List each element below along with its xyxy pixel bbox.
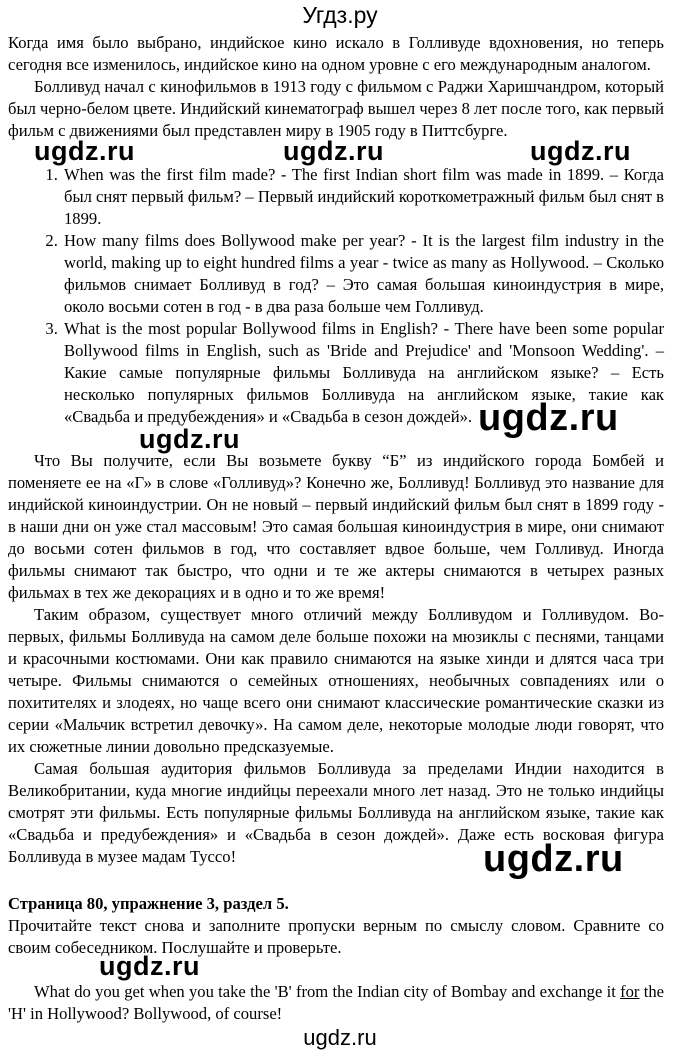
qa-item: 1. When was the first film made? - The first Indian short film was made in 1899. – Когда был снят первый фильм? – Первый индийский короткометражный фильм был снят в 1899.	[62, 164, 664, 230]
answer-underlined-word: for	[620, 982, 640, 1001]
watermark: ugdz.ru	[283, 136, 384, 166]
section-heading: Страница 80, упражнение 3, раздел 5.	[8, 894, 289, 913]
answer-end: the 'H' in Hollywood? Bollywood, of course!	[8, 982, 664, 1023]
intro-paragraph: Болливуд начал с кинофильмов в 1913 году с фильмом с Раджи Харишчандром, который был черно-белом цвете. Индийский кинематограф вышел через 8 лет после того, как первый фильм с движениями был представлен миру в 1905 году в Питтсбурге.	[8, 77, 664, 140]
body-paragraph: Таким образом, существует много отличий между Болливудом и Голливудом. Во-первых, фильмы Болливуда на самом деле больше похожи на мюзиклы с песнями, танцами и красочными костюмами. Они как правило снимаются на языке хинди и длятся часа три четыре. Фильмы снимаются о семейных отношениях, необычных совпадениях или о похитителях и злодеях, но чаще всего они снимают классические романтические сказки из серии «Мальчик встретил девочку». На самом деле, некоторые молодые люди говорят, что их сюжетные линии довольно предсказуемые.	[8, 605, 664, 756]
watermark: ugdz.ru	[34, 136, 135, 166]
watermark: ugdz.ru	[478, 397, 619, 439]
qa-list	[8, 164, 664, 428]
watermark: ugdz.ru	[139, 424, 240, 454]
qa-item: 3. What is the most popular Bollywood films in English? - There have been some popular Bollywood films in English, such as 'Bride and Prejudice' and 'Monsoon Wedding'. – Какие самые популярные фильмы Болливуда на английском языке? – Есть несколько популярных фильмов Болливуда на английском языке, такие как «Свадьба и предубеждения» и «Свадьба в сезон дождей».	[62, 318, 664, 428]
intro-block	[8, 32, 664, 142]
intro-paragraph: Когда имя было выбрано, индийское кино искало в Голливуде вдохновения, но теперь сегодня все изменилось, индийское кино на одном уровне с его международным аналогом.	[8, 33, 664, 74]
body-paragraph: Самая большая аудитория фильмов Болливуда за пределами Индии находится в Великобритании, куда многие индийцы переехали много лет назад. Это не только индийцы смотрят эти фильмы. Есть популярные фильмы Болливуда на английском языке, такие как «Свадьба и предубеждения» и «Свадьба в сезон дождей». Даже есть восковая фигура Болливуда в музее мадам Туссо!	[8, 759, 664, 866]
section-answer	[8, 981, 664, 1025]
site-title: Угдз.ру	[302, 2, 378, 28]
answer-start: What do you get when you take the 'B' from the Indian city of Bombay and exchange it	[34, 982, 621, 1001]
watermark: ugdz.ru	[530, 136, 631, 166]
body-paragraph: Что Вы получите, если Вы возьмете букву “Б” из индийского города Бомбей и поменяете ее на «Г» в слове «Голливуд»? Конечно же, Болливуд! Болливуд это название для индийской киноиндустрии. Он не новый – первый индийский фильм был снят в 1899 году - в наши дни он уже стал массовым! Это самая большая киноиндустрия в мире, они снимают до восьми сотен фильмов в год, что составляет вдвое больше, чем Голливуд. Иногда фильмы снимают так быстро, что одни и те же актеры снимаются в четырех разных фильмах в тех же декорациях и в одно и то же время!	[8, 451, 664, 602]
qa-item: 2. How many films does Bollywood make per year? - It is the largest film industry in the world, making up to eight hundred films a year - twice as many as Hollywood. – Сколько фильмов снимает Болливуд в год? – Это самая большая киноиндустрия в мире, около восьми сотен в год - в два раза больше чем Голливуд.	[62, 230, 664, 318]
watermark: ugdz.ru	[99, 951, 200, 981]
qa-list-block	[8, 164, 664, 428]
footer-watermark: ugdz.ru	[303, 1025, 377, 1050]
section-task: Прочитайте текст снова и заполните пропуски верным по смыслу словом. Сравните со своим собеседником. Послушайте и проверьте.	[8, 916, 664, 957]
watermark: ugdz.ru	[483, 838, 624, 880]
main-text-block	[8, 450, 664, 868]
